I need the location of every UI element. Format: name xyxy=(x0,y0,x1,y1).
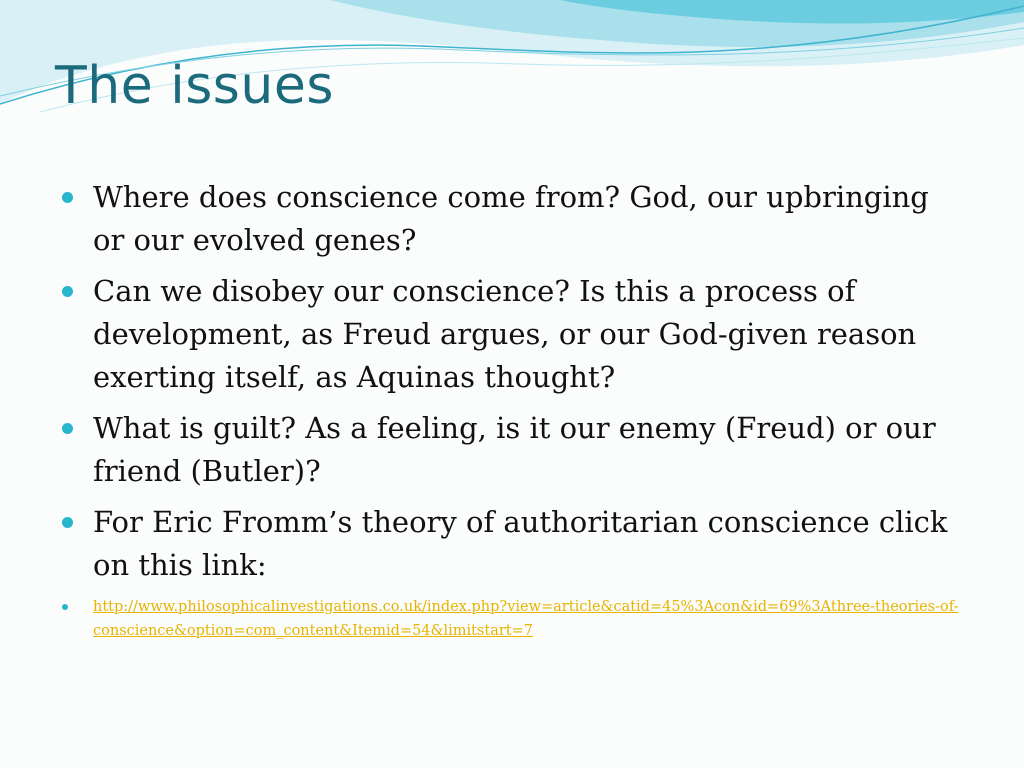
bullet-dot-icon xyxy=(62,423,73,434)
bullet-dot-icon xyxy=(62,517,73,528)
bullet-item xyxy=(60,501,960,587)
slide-title: The issues xyxy=(55,56,334,116)
bullet-item xyxy=(60,407,960,493)
bullet-item xyxy=(60,270,960,399)
conscience-theory-link[interactable]: http://www.philosophicalinvestigations.co.uk/index.php?view=article&catid=45%3Acon&id=69%3Athree-theories-of-conscience&option=com_content&Itemid=54&limitstart=7 xyxy=(93,599,959,639)
bullet-item-link xyxy=(60,595,960,643)
bullet-list xyxy=(60,176,960,651)
bullet-text: What is guilt? As a feeling, is it our enemy (Freud) or our friend (Butler)? xyxy=(93,411,936,488)
bullet-dot-icon xyxy=(62,604,68,610)
bullet-text: Where does conscience come from? God, our upbringing or our evolved genes? xyxy=(93,180,929,257)
bullet-text: Can we disobey our conscience? Is this a process of development, as Freud argues, or our God-given reason exerting itself, as Aquinas thought? xyxy=(93,274,917,394)
bullet-text: For Eric Fromm’s theory of authoritarian conscience click on this link: xyxy=(93,505,948,582)
bullet-item xyxy=(60,176,960,262)
bullet-dot-icon xyxy=(62,192,73,203)
bullet-dot-icon xyxy=(62,286,73,297)
